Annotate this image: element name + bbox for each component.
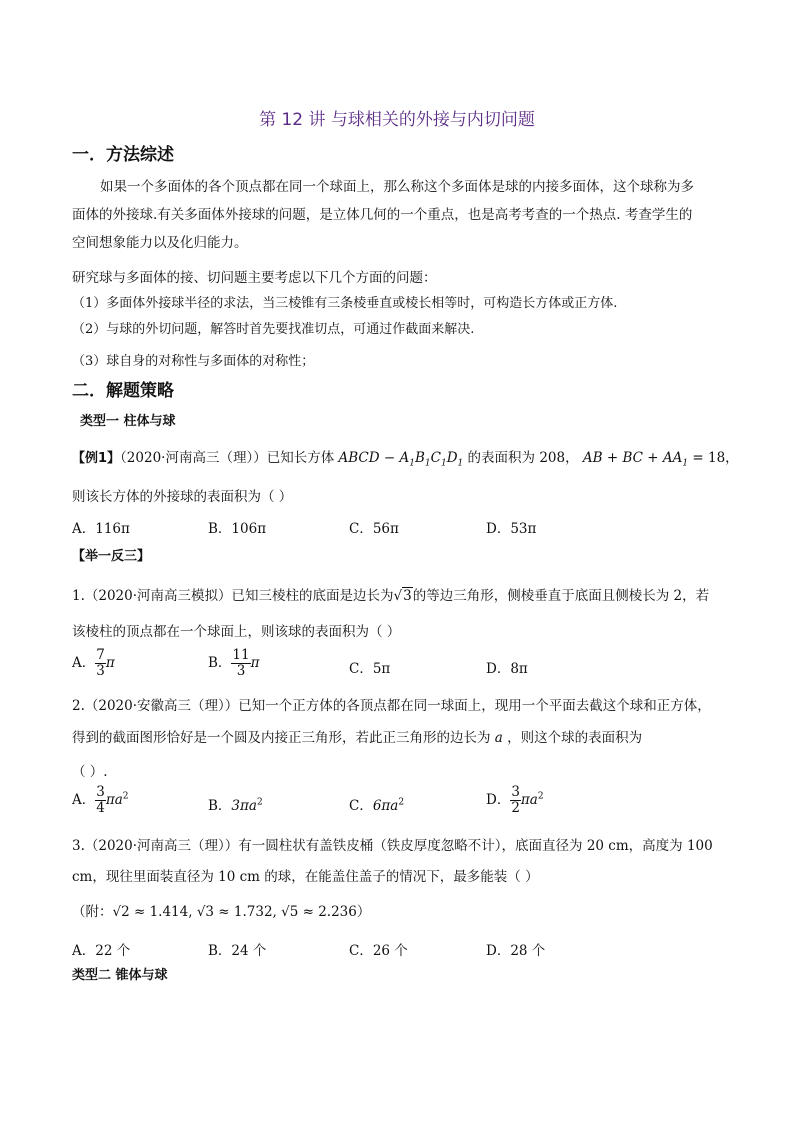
juyi-label: 【举一反三】 <box>72 549 151 564</box>
type-label: 类型一 柱体与球 <box>80 414 176 429</box>
option-d: D．8π <box>486 661 528 677</box>
section-heading-strategy: 二．解题策略 <box>72 381 174 401</box>
question-3-line1: 3.（2020·河南高三（理））有一圆柱状有盖铁皮桶（铁皮厚度忽略不计），底面直径为 20 cm，高度为 100 <box>72 838 713 854</box>
option-a: A．22 个 <box>72 943 131 959</box>
option-c: C．56π <box>349 521 399 537</box>
option-b: B． $\frac{11}{3}$ π <box>208 647 260 679</box>
paragraph-line: 空间想象能力以及化归能力。 <box>72 235 248 251</box>
question-1-line2: 该棱柱的顶点都在一个球面上，则该球的表面积为（ ） <box>72 624 401 640</box>
option-d: D． $\frac{3}{2}$ $\pi a^2$ <box>486 784 544 816</box>
option-b: B．106π <box>208 521 267 537</box>
math-expression: AB + BC + $AA_1$ <box>582 450 689 469</box>
example-1-line2: 则该长方体的外接球的表面积为（ ） <box>72 489 293 505</box>
example-1-line1 <box>72 446 739 469</box>
option-b: B．$3\pi a^2$ <box>208 797 263 814</box>
option-d: D．53π <box>486 521 537 537</box>
example-label: 【例1】 <box>72 451 121 466</box>
option-c: C．26 个 <box>349 943 408 959</box>
question-2-line3: （ ）. <box>72 764 108 780</box>
type-label: 类型二 锥体与球 <box>72 968 168 983</box>
example-text: = 18， <box>688 450 739 466</box>
paragraph-line: 面体的外接球.有关多面体外接球的问题，是立体几何的一个重点，也是高考考查的一个热点. 考查学生的 <box>72 207 693 223</box>
question-2-line1: 2.（2020·安徽高三（理））已知一个正方体的各顶点都在同一球面上，现用一个平面去截这个球和正方体， <box>72 698 711 714</box>
section-heading-method: 一．方法综述 <box>72 145 174 165</box>
option-c: C．$6\pi a^2$ <box>349 797 405 814</box>
question-3-note: （附：√2 ≈ 1.414, √3 ≈ 1.732, √5 ≈ 2.236） <box>72 904 371 920</box>
paragraph-line: 如果一个多面体的各个顶点都在同一个球面上，那么称这个多面体是球的内接多面体，这个球称为多 <box>100 179 694 195</box>
list-item: （3）球自身的对称性与多面体的对称性； <box>72 354 315 369</box>
option-c: C．5π <box>349 661 391 677</box>
example-text: 的表面积为 208， <box>467 450 579 466</box>
option-d: D．28 个 <box>486 943 546 959</box>
question-1-line1: 1.（2020·河南高三模拟）已知三棱柱的底面是边长为√3的等边三角形，侧棱垂直于底面且侧棱长为 2，若 <box>72 588 710 604</box>
question-2-line2: 得到的截面图形恰好是一个圆及内接正三角形，若此正三角形的边长为 a ，则这个球的表面积为 <box>72 730 643 746</box>
math-expression: ABCD − $A_1B_1C_1D_1$ <box>338 450 464 469</box>
example-source: （2020·河南高三（理））已知长方体 <box>120 450 335 466</box>
list-item: （2）与球的外切问题，解答时首先要找准切点，可通过作截面来解决. <box>72 322 475 337</box>
sqrt-3: √3 <box>393 588 412 604</box>
page-title: 第 12 讲 与球相关的外接与内切问题 <box>259 110 535 130</box>
question-3-line2: cm，现往里面装直径为 10 cm 的球，在能盖住盖子的情况下，最多能装（ ） <box>72 869 539 885</box>
paragraph-line: 研究球与多面体的接、切问题主要考虑以下几个方面的问题： <box>72 270 437 286</box>
list-item: （1）多面体外接球半径的求法，当三棱锥有三条棱垂直或棱长相等时，可构造长方体或正方体. <box>72 296 618 311</box>
option-b: B．24 个 <box>208 943 267 959</box>
option-a: A． $\frac{3}{4}$ $\pi a^2$ <box>72 784 129 816</box>
option-a: A．116π <box>72 521 130 537</box>
option-a: A． $\frac{7}{3}$ π <box>72 647 115 679</box>
